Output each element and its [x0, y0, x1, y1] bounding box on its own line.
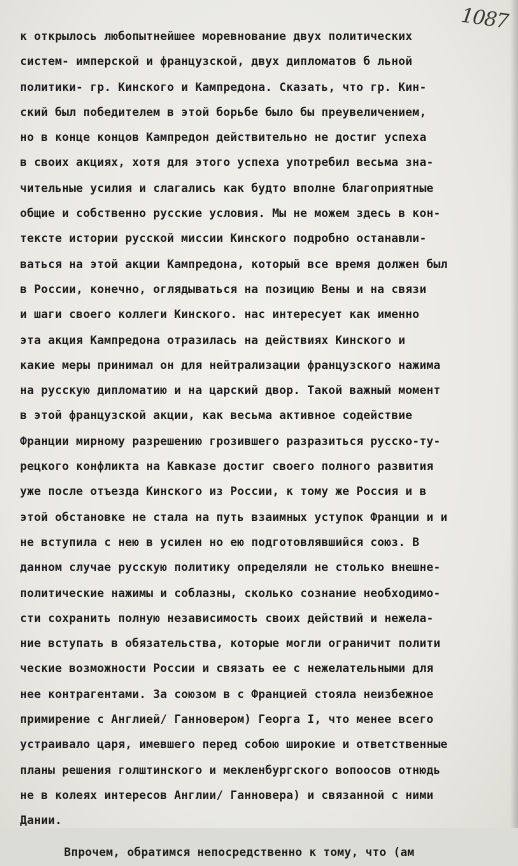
text-line: ческие возможности России и связать ее с нежелательными для	[20, 661, 434, 676]
text-line: устраивало царя, имевшего перед собою широкие и ответственные	[20, 737, 448, 752]
body-text	[20, 24, 510, 866]
text-line: рецкого конфликта на Кавказе достиг своего полного развития	[20, 459, 434, 474]
text-line: эта акция Кампредона отразилась на действиях Кинского и	[20, 332, 406, 347]
text-line: общие и собственно русские условия. Мы не можем здесь в кон-	[20, 206, 441, 221]
text-line: в своих акциях, хотя для этого успеха употребил весьма зна-	[20, 155, 434, 170]
text-line: не вступила с нею в усилен но ею подготовлявшийся союз. В	[20, 534, 420, 549]
text-line: планы решения голштинского и мекленбургского вопоосов отнюдь	[20, 762, 441, 777]
text-line: ние вступать в обязательства, которые могли ограничит полити	[20, 636, 441, 651]
text-line: какие меры принимал он для нейтрализации французского нажима	[20, 357, 441, 372]
page-number: 1087	[459, 2, 510, 34]
text-line: Франции мирному разрешению грозившего разразиться русско-ту-	[20, 433, 441, 448]
text-line: в этой французской акции, как весьма активное содействие	[20, 408, 413, 423]
text-line: политики- гр. Кинского и Кампредона. Сказать, что гр. Кин-	[20, 79, 427, 94]
text-line: этой обстановке не стала на путь взаимных уступок Франции и и	[20, 509, 448, 524]
text-line: на русскую дипломатию и на царский двор. Такой важный момент	[20, 383, 441, 398]
text-line: примирение с Англией/ Ганновером) Георга I, что менее всего	[20, 712, 434, 727]
text-line: к открылось любопытнейшее моревнование двух политических	[20, 29, 413, 43]
text-line: ваться на этой акции Кампредона, который все время должен был	[20, 256, 448, 271]
text-line: ский был победителем в этой борьбе было бы преувеличением,	[20, 104, 427, 119]
text-line: данном случае русскую политику определяли не столько внешне-	[20, 560, 441, 575]
text-line: уже после отъезда Кинского из России, к тому же Россия и в	[20, 484, 427, 499]
page-edge-shadow	[510, 0, 518, 828]
text-line: нее контрагентами. За союзом в с Францией стояла неизбежное	[20, 686, 434, 701]
text-line: и шаги своего коллеги Кинского. нас интересует как именно	[20, 307, 420, 322]
text-line: политические нажимы и соблазны, сколько сознание необходимо-	[20, 585, 441, 600]
text-line: Дании.	[20, 813, 63, 828]
text-line: чительные усилия и слагались как будто вполне благоприятные	[20, 180, 434, 195]
text-line: но в конце концов Кампредон действительно не достиг успеха	[20, 130, 427, 145]
text-line: тексте истории русской миссии Кинского подробно останавли-	[20, 231, 427, 246]
text-line: не в колеях интересов Англии/ Ганновера) и связанной с ними	[20, 787, 434, 802]
paragraph-start-line: Впрочем, обратимся непосредственно к тому, что (ам	[64, 845, 415, 860]
text-line: в России, конечно, оглядываться на позицию Вены и на связи	[20, 281, 427, 296]
text-line: систем- имперской и французской, двух дипломатов б льной	[20, 54, 413, 69]
text-line: сти сохранить полную независимость своих действий и нежела-	[20, 610, 434, 625]
